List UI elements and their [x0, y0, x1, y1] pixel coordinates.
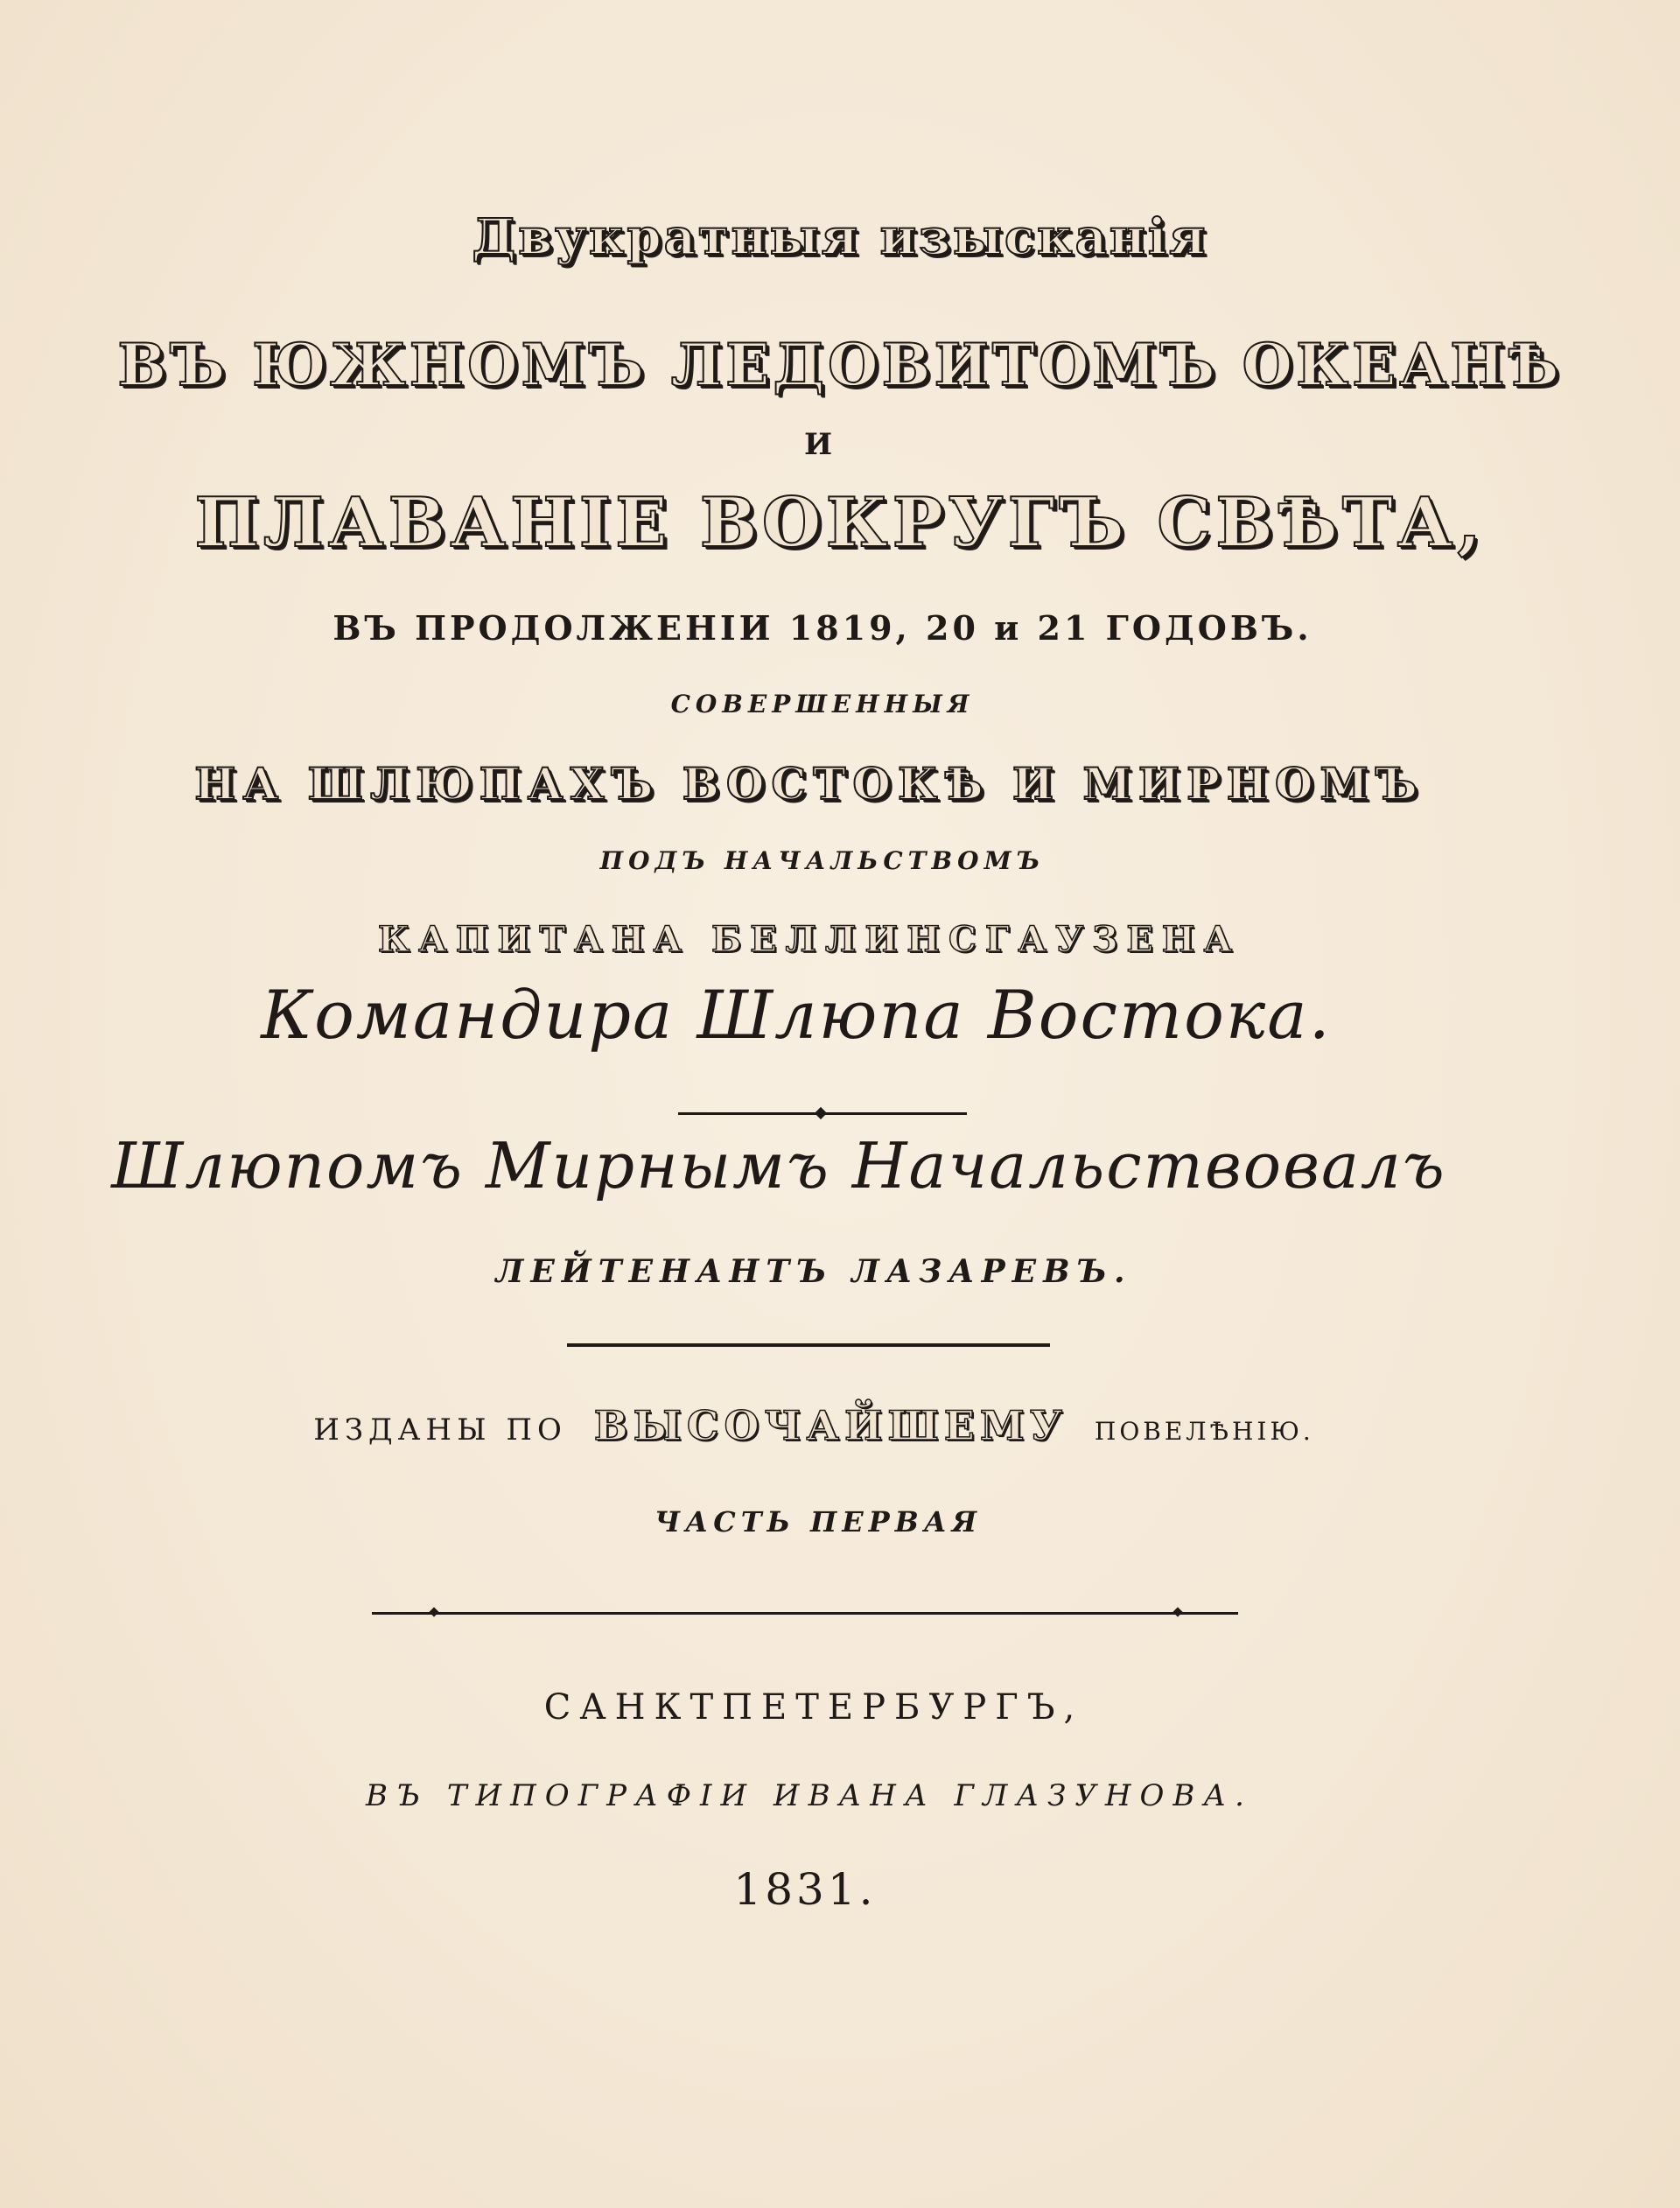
- captain-name: КАПИТАНА БЕЛЛИНСГАУЗЕНА: [377, 919, 1242, 960]
- published-emphasis: ВЫСОЧАЙШЕМУ: [593, 1402, 1068, 1449]
- city: САНКТПЕТЕРБУРГЪ,: [543, 1687, 1084, 1728]
- rule-lower: [372, 1612, 1238, 1615]
- command-label: ПОДЪ НАЧАЛЬСТВОМЪ: [599, 846, 1046, 875]
- rule-diamond-top: [815, 1107, 827, 1119]
- mirny-commanded: Шлюпомъ Мирнымъ Начальствовалъ: [111, 1129, 1446, 1202]
- completed-label: СОВЕРШЕННЫЯ: [670, 690, 975, 718]
- title-line-1: Двукратныя изысканія: [472, 208, 1208, 266]
- year: 1831.: [733, 1864, 877, 1915]
- rule-middle: [567, 1343, 1050, 1347]
- printer: ВЪ ТИПОГРАФІИ ИВАНА ГЛАЗУНОВА.: [366, 1778, 1253, 1813]
- published-suffix: ПОВЕЛѢНІЮ.: [1094, 1417, 1314, 1446]
- title-line-3: И: [803, 427, 842, 462]
- published-line: [0, 1402, 1654, 1449]
- rule-diamond-right: [1172, 1607, 1182, 1616]
- voyage-period: ВЪ ПРОДОЛЖЕНІИ 1819, 20 и 21 ГОДОВЪ.: [332, 608, 1312, 648]
- title-line-2: ВЪ ЮЖНОМЪ ЛЕДОВИТОМЪ ОКЕАНѢ: [117, 331, 1563, 399]
- captain-role: Командира Шлюпа Востока.: [261, 976, 1332, 1054]
- rule-diamond-left: [429, 1607, 438, 1616]
- vessels-line: НА ШЛЮПАХЪ ВОСТОКѢ И МИРНОМЪ: [194, 758, 1424, 810]
- published-prefix: ИЗДАНЫ ПО: [313, 1412, 567, 1447]
- lieutenant-name: ЛЕЙТЕНАНТЪ ЛАЗАРЕВЪ.: [495, 1253, 1132, 1290]
- title-line-4: ПЛАВАНІЕ ВОКРУГЪ СВѢТА,: [194, 483, 1486, 563]
- part-label: ЧАСТЬ ПЕРВАЯ: [654, 1505, 983, 1539]
